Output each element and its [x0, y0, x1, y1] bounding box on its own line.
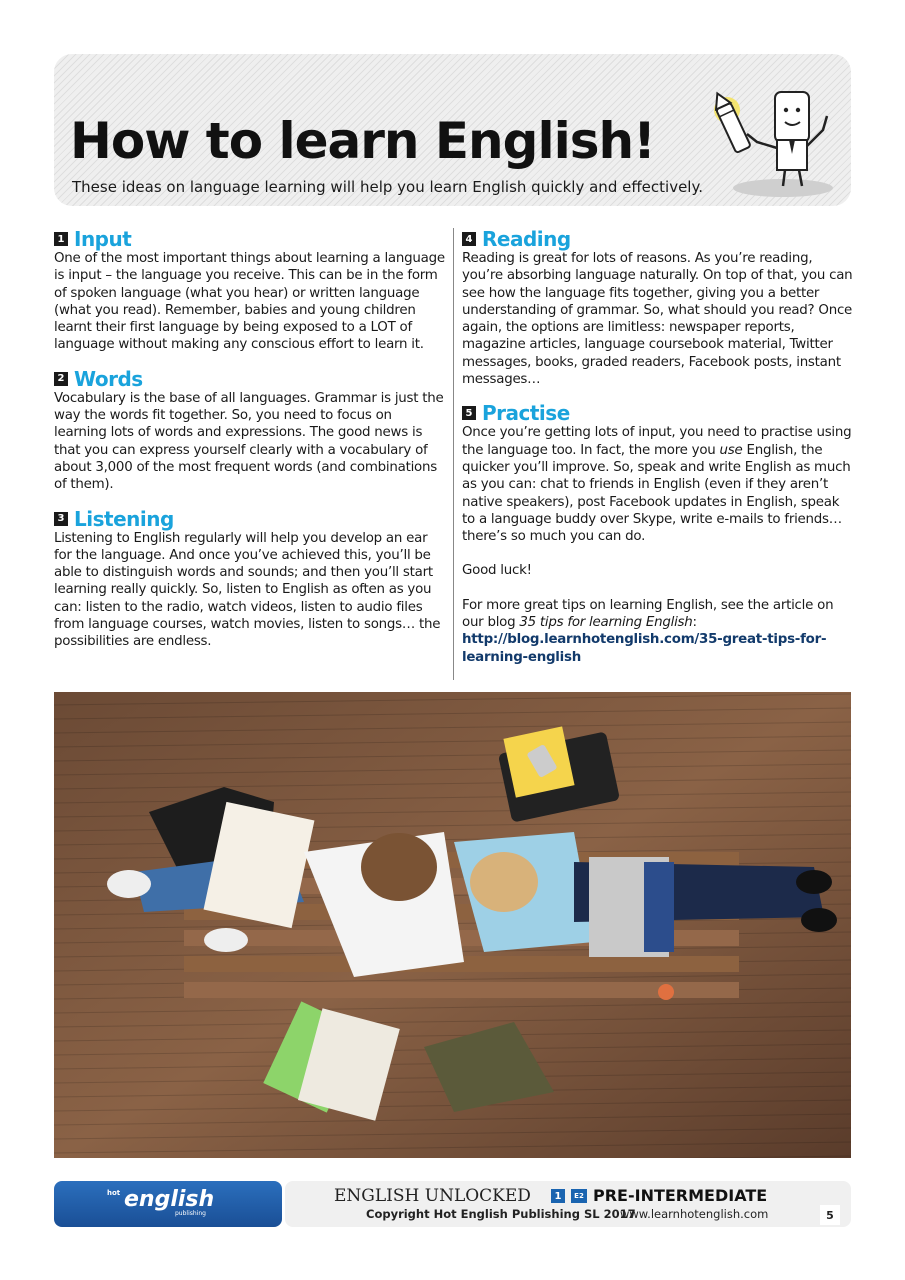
section-title: Reading — [482, 227, 571, 251]
level-badge: E2 — [571, 1189, 587, 1203]
section-title: Practise — [482, 401, 570, 426]
page-subtitle: These ideas on language learning will help you learn English quickly and effectively. — [72, 178, 703, 196]
section-number: 4 — [462, 232, 476, 246]
section-words — [54, 368, 446, 494]
section-number: 3 — [54, 512, 68, 526]
more-tips-text: For more great tips on learning English, see the article on our blog 35 tips for learning English: http://blog.learnhotenglish.com/35-great-tips-for-learning-english — [462, 597, 834, 665]
good-luck-text: Good luck! — [462, 563, 532, 579]
section-title: Input — [74, 227, 132, 251]
level-name: PRE-INTERMEDIATE — [593, 1186, 768, 1205]
section-title: Words — [74, 366, 143, 391]
section-number: 5 — [462, 406, 476, 420]
page-number: 5 — [820, 1205, 840, 1225]
left-column — [54, 228, 446, 665]
section-text: One of the most important things about learning a language is input – the language you receive. This can be in the form of spoken language (what you hear) or written language (what you read). Remember, babies and young children learnt their first language by being exposed to a LOT of language without making any conscious effort to learn it. — [54, 251, 445, 353]
page-title: How to learn English! — [70, 112, 655, 170]
section-text: Listening to English regularly will help you develop an ear for the language. And once you’ve achieved this, you’ll be able to distinguish words and sounds; and then you’ll start learning really quickly. So, listen to English as often as you can: listen to the radio, watch videos, listen to audio files from language courses, watch movies, listen to songs… the possibilities are endless. — [54, 530, 441, 650]
section-practise — [462, 402, 854, 666]
section-number: 2 — [54, 372, 68, 386]
section-reading — [462, 228, 854, 388]
copyright-text: Copyright Hot English Publishing SL 2017 — [366, 1207, 636, 1221]
section-number: 1 — [54, 232, 68, 246]
right-column — [462, 228, 854, 680]
publisher-logo: hot english publishing — [54, 1181, 282, 1227]
blog-link[interactable]: http://blog.learnhotenglish.com/35-great-tips-for-learning-english — [462, 632, 827, 665]
cartoon-character-illustration — [705, 82, 835, 200]
section-text: Vocabulary is the base of all languages. Grammar is just the way the words fit together. So, you need to focus on learning lots of words and expressions. The good news is that you can express yourself clearly with a vocabulary of about 3,000 of the most frequent words (and combinations of them). — [54, 390, 444, 493]
section-input — [54, 228, 446, 354]
students-studying-photo — [54, 692, 851, 1158]
level-badge: 1 — [551, 1189, 565, 1203]
section-listening — [54, 508, 446, 651]
column-divider — [453, 228, 454, 680]
section-text: Reading is great for lots of reasons. As you’re reading, you’re absorbing language naturally. On top of that, you can see how the language fits together, giving you a better understanding of grammar. So, what should you read? Once again, the options are limitless: newspaper reports, magazine articles, language coursebook material, Twitter messages, books, graded readers, Facebook posts, instant messages… — [462, 251, 853, 388]
section-text: Once you’re getting lots of input, you need to practise using the language too. In fact, the more you use English, the quicker you’ll improve. So, speak and write English as much as you can: chat to friends in English (even if they aren’t native speakers), post Facebook updates in English, speak to a language buddy over Skype, write e-mails to friends… there’s so much you can do. — [462, 425, 852, 545]
series-name: ENGLISH UNLOCKED — [334, 1186, 531, 1206]
section-title: Listening — [74, 506, 174, 531]
website-link[interactable]: www.learnhotenglish.com — [620, 1207, 769, 1221]
